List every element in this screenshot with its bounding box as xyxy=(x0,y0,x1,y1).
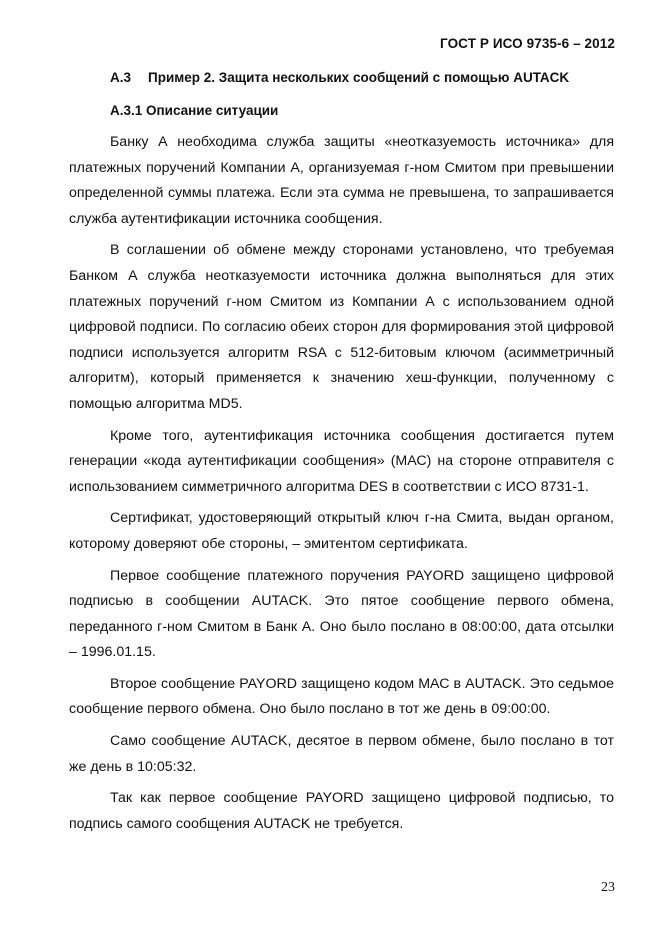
paragraph-7: Само сообщение AUTACK, десятое в первом обмене, было послано в тот же день в 10:05:32. xyxy=(69,733,614,775)
section-heading xyxy=(110,70,569,85)
paragraph-5: Первое сообщение платежного поручения PAYORD защищено цифровой подписью в сообщении AUTACK. Это пятое сообщение первого обмена, переданного г-ном Смитом в Банк А. Оно было послано в 08:00:00, дата отсылки – 1996.01.15. xyxy=(69,567,614,661)
paragraph-8: Так как первое сообщение PAYORD защищено цифровой подписью, то подпись самого сообщения AUTACK не требуется. xyxy=(69,790,614,832)
standard-header: ГОСТ Р ИСО 9735-6 – 2012 xyxy=(440,36,615,51)
page-number: 23 xyxy=(601,880,615,895)
body-text xyxy=(69,130,614,843)
paragraph-3: Кроме того, аутентификация источника сообщения достигается путем генерации «кода аутентификации сообщения» (МАС) на стороне отправителя с использованием симметричного алгоритма DES в соответствии с ИСО 8731-1. xyxy=(69,427,614,495)
section-number: А.3 xyxy=(110,70,132,85)
subsection-heading: А.3.1 Описание ситуации xyxy=(110,103,279,118)
section-title: Пример 2. Защита нескольких сообщений с помощью AUTACK xyxy=(148,70,570,85)
paragraph-6: Второе сообщение PAYORD защищено кодом МАС в AUTACK. Это седьмое сообщение первого обмена. Оно было послано в тот же день в 09:00:00. xyxy=(69,675,614,718)
paragraph-2: В соглашении об обмене между сторонами установлено, что требуемая Банком А служба неотказуемости источника должна выполняться для этих платежных поручений г-ном Смитом из Компании А с использованием одной цифровой подписи. По согласию обеих сторон для формирования этой цифровой подписи используется алгоритм RSA с 512-битовым ключом (асимметричный алгоритм), который применяется к значению хеш-функции, полученному с помощью алгоритма MD5. xyxy=(69,242,614,412)
paragraph-1: Банку А необходима служба защиты «неотказуемость источника» для платежных поручений Компании А, организуемая г-ном Смитом при превышении определенной суммы платежа. Если эта сумма не превышена, то запрашивается служба аутентификации источника сообщения. xyxy=(69,134,614,227)
paragraph-4: Сертификат, удостоверяющий открытый ключ г-на Смита, выдан органом, которому доверяют обе стороны, – эмитентом сертификата. xyxy=(69,510,614,552)
